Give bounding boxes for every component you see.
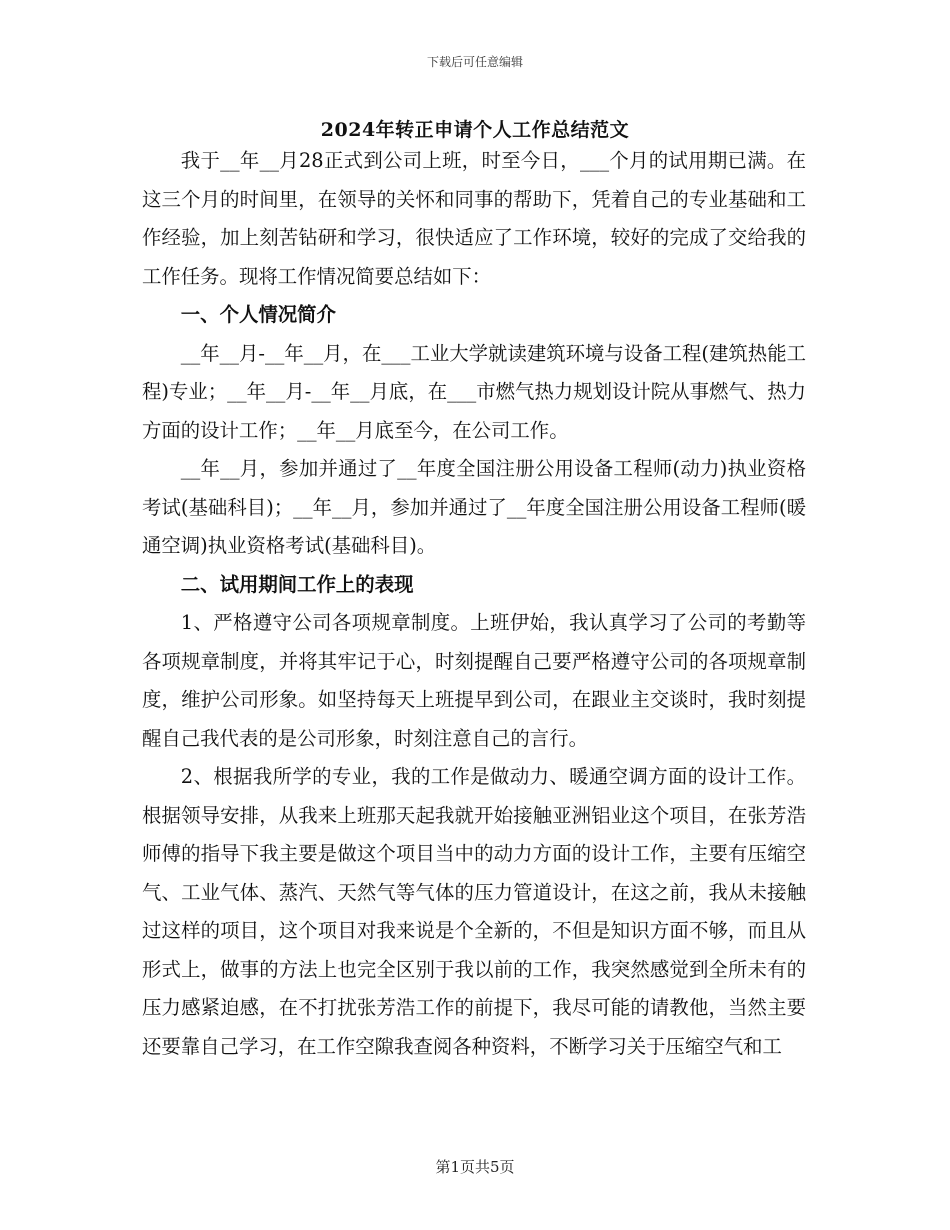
personal-info-paragraph-2: __年__月，参加并通过了__年度全国注册公用设备工程师(动力)执业资格考试(基础科目)；__年__月，参加并通过了__年度全国注册公用设备工程师(暖通空调)执业资格考试(基础科目)。 xyxy=(142,457,806,557)
page-header-note: 下载后可任意编辑 xyxy=(426,55,523,69)
page-number: 第1页共5页 xyxy=(435,1158,515,1176)
section-heading-performance: 二、试用期间工作上的表现 xyxy=(180,572,414,596)
section-heading-personal-info: 一、个人情况简介 xyxy=(180,303,336,326)
intro-paragraph: 我于__年__月28正式到公司上班，时至今日，___个月的试用期已满。在这三个月的时间里，在领导的关怀和同事的帮助下，凭着自己的专业基础和工作经验，加上刻苦钻研和学习，很快适应了工作环境，较好的完成了交给我的工作任务。现将工作情况简要总结如下： xyxy=(142,149,806,288)
document-title: 2024年转正申请个人工作总结范文 xyxy=(320,119,630,141)
personal-info-paragraph-1: __年__月-__年__月，在___工业大学就读建筑环境与设备工程(建筑热能工程)专业；__年__月-__年__月底，在___市燃气热力规划设计院从事燃气、热力方面的设计工作；__年__月底至今，在公司工作。 xyxy=(142,341,806,442)
performance-paragraph-1: 1、严格遵守公司各项规章制度。上班伊始，我认真学习了公司的考勤等各项规章制度，并将其牢记于心，时刻提醒自己要严格遵守公司的各项规章制度，维护公司形象。如坚持每天上班提早到公司，在跟业主交谈时，我时刻提醒自己我代表的是公司形象，时刻注意自己的言行。 xyxy=(142,611,806,750)
document-body xyxy=(142,142,806,1066)
performance-paragraph-2: 2、根据我所学的专业，我的工作是做动力、暖通空调方面的设计工作。根据领导安排，从我来上班那天起我就开始接触亚洲铝业这个项目，在张芳浩师傅的指导下我主要是做这个项目当中的动力方面的设计工作，主要有压缩空气、工业气体、蒸汽、天然气等气体的压力管道设计，在这之前，我从未接触过这样的项目，这个项目对我来说是个全新的，不但是知识方面不够，而且从形式上，做事的方法上也完全区别于我以前的工作，我突然感觉到全所未有的压力感紧迫感，在不打扰张芳浩工作的前提下，我尽可能的请教他，当然主要还要靠自己学习，在工作空隙我查阅各种资料，不断学习关于压缩空气和工 xyxy=(142,765,806,1058)
